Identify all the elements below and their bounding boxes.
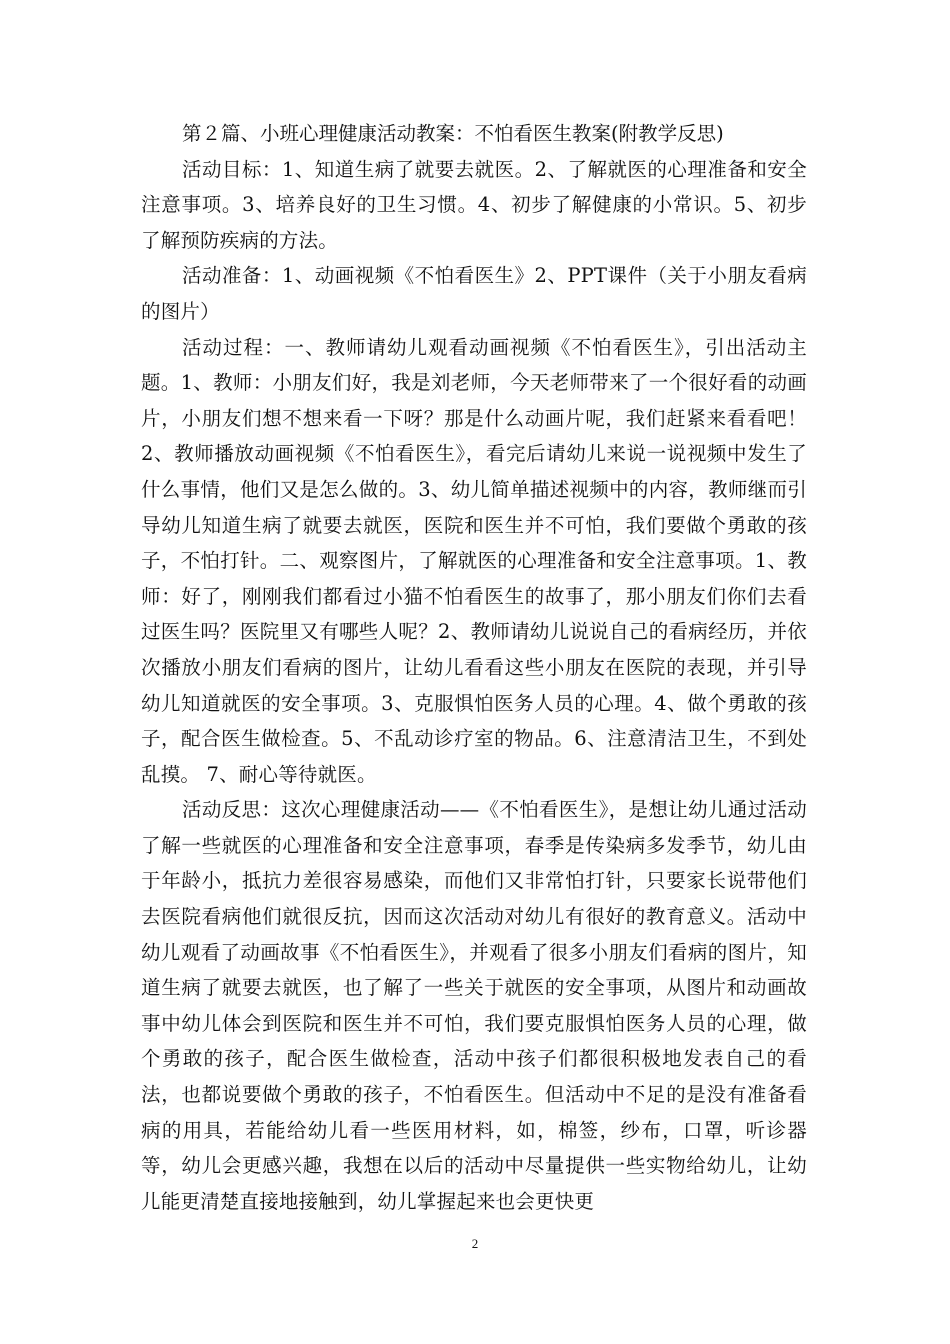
paragraph-activity-preparation: 活动准备：1、动画视频《不怕看医生》2、PPT课件（关于小朋友看病的图片） bbox=[141, 264, 807, 323]
document-title: 第２篇、小班心理健康活动教案：不怕看医生教案(附教学反思) bbox=[182, 122, 724, 145]
paragraph-activity-goals: 活动目标：1、知道生病了就要去就医。2、了解就医的心理准备和安全注意事项。3、培养良好的卫生习惯。4、初步了解健康的小常识。5、初步了解预防疾病的方法。 bbox=[141, 157, 807, 252]
document-body bbox=[141, 116, 807, 1219]
paragraph-activity-process: 活动过程：一、教师请幼儿观看动画视频《不怕看医生》，引出活动主题。1、教师：小朋友们好，我是刘老师，今天老师带来了一个很好看的动画片，小朋友们想不想来看一下呀？那是什么动画片呢，我们赶紧来看看吧！2、教师播放动画视频《不怕看医生》，看完后请幼儿来说一说视频中发生了什么事情，他们又是怎么做的。3、幼儿简单描述视频中的内容，教师继而引导幼儿知道生病了就要去就医，医院和医生并不可怕，我们要做个勇敢的孩子，不怕打针。二、观察图片，了解就医的心理准备和安全注意事项。1、教师：好了，刚刚我们都看过小猫不怕看医生的故事了，那小朋友们你们去看过医生吗？医院里又有哪些人呢？2、教师请幼儿说说自己的看病经历，并依次播放小朋友们看病的图片，让幼儿看看这些小朋友在医院的表现，并引导幼儿知道就医的安全事项。3、克服惧怕医务人员的心理。4、做个勇敢的孩子，配合医生做检查。5、不乱动诊疗室的物品。6、注意清洁卫生，不到处乱摸。 7、耐心等待就医。 bbox=[141, 335, 807, 786]
paragraph-activity-reflection: 活动反思：这次心理健康活动——《不怕看医生》，是想让幼儿通过活动了解一些就医的心理准备和安全注意事项，春季是传染病多发季节，幼儿由于年龄小，抵抗力差很容易感染，而他们又非常怕打针，只要家长说带他们去医院看病他们就很反抗，因而这次活动对幼儿有很好的教育意义。活动中幼儿观看了动画故事《不怕看医生》，并观看了很多小朋友们看病的图片，知道生病了就要去就医，也了解了一些关于就医的安全事项，从图片和动画故事中幼儿体会到医院和医生并不可怕，我们要克服惧怕医务人员的心理，做个勇敢的孩子，配合医生做检查，活动中孩子们都很积极地发表自己的看法，也都说要做个勇敢的孩子，不怕看医生。但活动中不足的是没有准备看病的用具，若能给幼儿看一些医用材料，如，棉签，纱布，口罩，听诊器等，幼儿会更感兴趣，我想在以后的活动中尽量提供一些实物给幼儿，让幼儿能更清楚直接地接触到，幼儿掌握起来也会更快更 bbox=[141, 798, 807, 1213]
page-number: 2 bbox=[471, 1236, 479, 1251]
